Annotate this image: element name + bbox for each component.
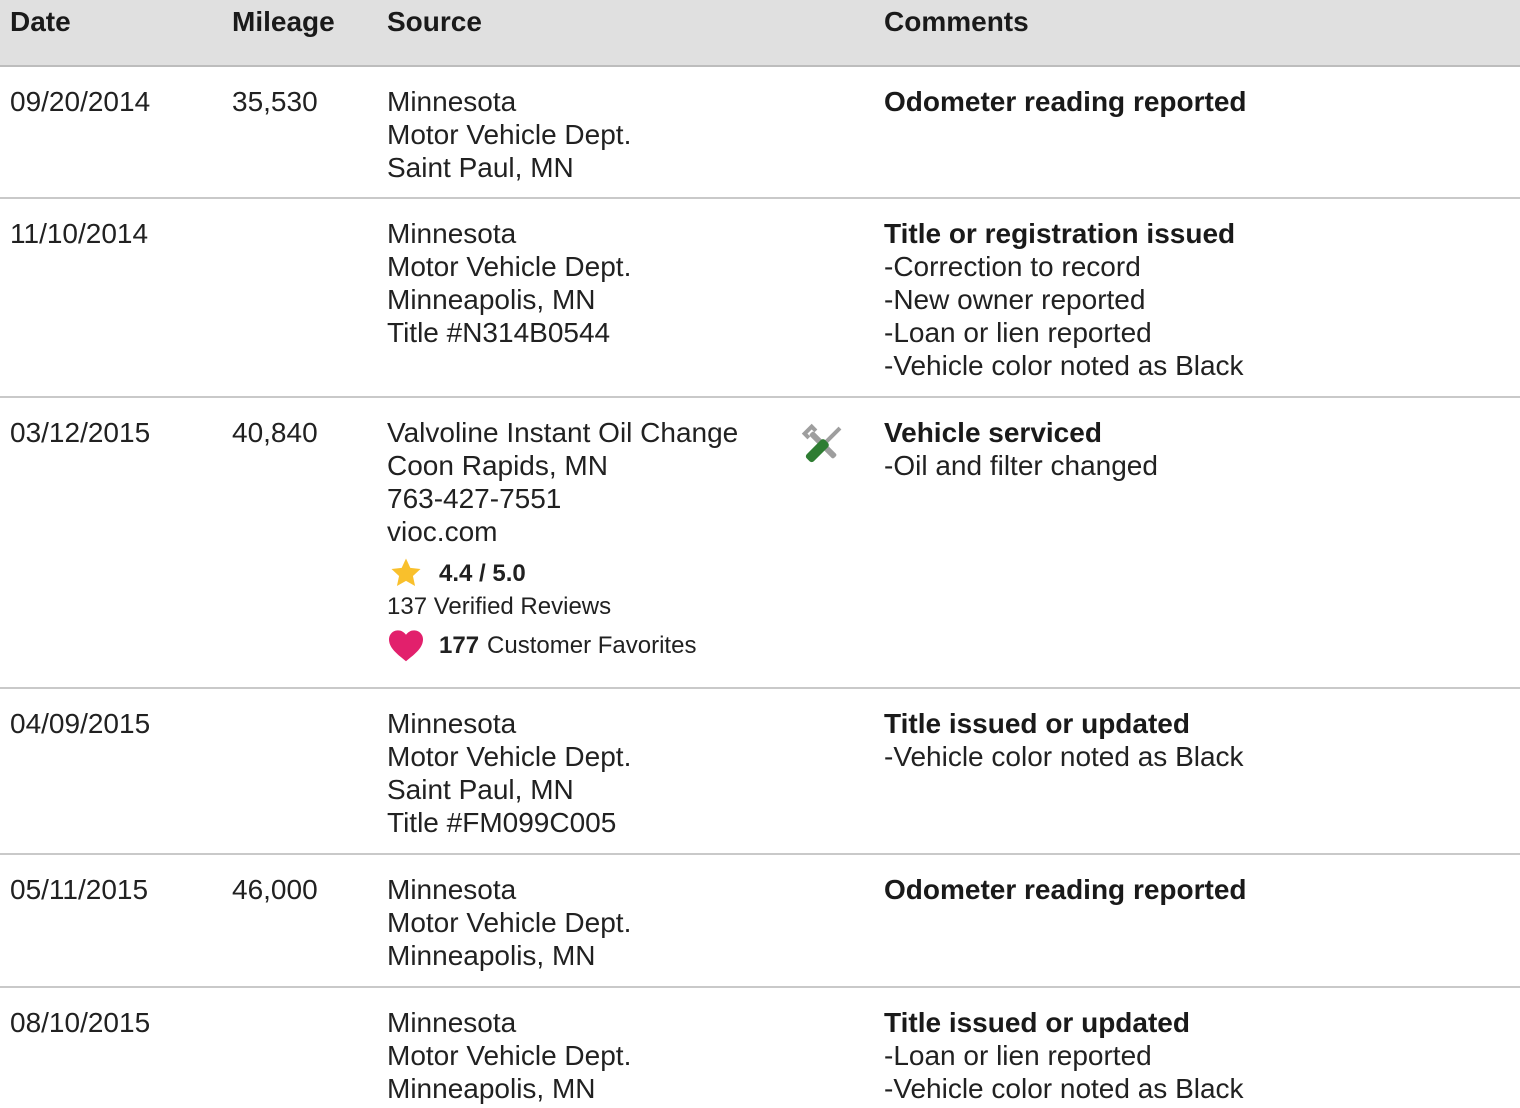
- comment-item: - Loan or lien reported: [884, 1039, 1244, 1072]
- column-header-comments: Comments: [884, 6, 1029, 37]
- comment-title: Title or registration issued: [884, 218, 1236, 249]
- comment-title: Title issued or updated: [884, 708, 1190, 739]
- source-cell: [387, 707, 631, 839]
- date-cell: 04/09/2015: [10, 708, 151, 739]
- verified-reviews-link[interactable]: 137 Verified Reviews: [387, 593, 612, 620]
- title-number: Title #FM099C005: [387, 807, 617, 838]
- source-line: Motor Vehicle Dept.: [387, 251, 632, 282]
- source-line: Motor Vehicle Dept.: [387, 907, 632, 938]
- comment-item: - Vehicle color noted as Black: [884, 349, 1244, 382]
- comments-cell: [884, 1006, 1244, 1105]
- comment-item: - New owner reported: [884, 283, 1244, 316]
- favorites-count: 177: [439, 631, 480, 659]
- table-row: [0, 398, 1520, 689]
- table-row: [0, 67, 1520, 199]
- date-cell: 08/10/2015: [10, 1007, 151, 1038]
- source-cell: [387, 85, 631, 184]
- date-cell: 11/10/2014: [10, 218, 149, 249]
- shop-name[interactable]: Valvoline Instant Oil Change: [387, 417, 739, 448]
- column-header-source: Source: [387, 6, 482, 37]
- comment-title: Odometer reading reported: [884, 86, 1247, 117]
- source-line: Minnesota: [387, 708, 517, 739]
- comments-cell: [884, 217, 1244, 382]
- customer-favorites[interactable]: [387, 628, 738, 662]
- comments-cell: [884, 707, 1244, 773]
- comment-item: - Oil and filter changed: [884, 449, 1158, 482]
- table-row: [0, 199, 1520, 398]
- heart-icon: [387, 628, 425, 662]
- source-line: Minneapolis, MN: [387, 284, 596, 315]
- source-line: Motor Vehicle Dept.: [387, 119, 632, 150]
- source-line: Saint Paul, MN: [387, 152, 574, 183]
- comment-title: Title issued or updated: [884, 1007, 1190, 1038]
- comments-cell: [884, 416, 1158, 482]
- comment-title: Vehicle serviced: [884, 417, 1102, 448]
- date-cell: 03/12/2015: [10, 417, 151, 448]
- comments-cell: [884, 85, 1247, 118]
- source-line: Minnesota: [387, 1007, 517, 1038]
- mileage-cell: 40,840: [232, 417, 318, 448]
- source-line: Motor Vehicle Dept.: [387, 1040, 632, 1071]
- source-line: Minneapolis, MN: [387, 1073, 596, 1104]
- source-line: Coon Rapids, MN: [387, 450, 608, 481]
- wrench-screwdriver-icon: [796, 418, 850, 472]
- source-line: Minnesota: [387, 874, 517, 905]
- comment-item: - Loan or lien reported: [884, 316, 1244, 349]
- source-line: Minneapolis, MN: [387, 940, 596, 971]
- star-icon: [387, 556, 425, 590]
- source-cell: [387, 217, 631, 349]
- title-number: Title #N314B0544: [387, 317, 611, 348]
- shop-phone[interactable]: 763-427-7551: [387, 483, 562, 514]
- favorites-label: Customer Favorites: [487, 631, 697, 659]
- rating-value: 4.4 / 5.0: [439, 559, 526, 587]
- source-cell: [387, 416, 738, 662]
- source-line: Saint Paul, MN: [387, 774, 574, 805]
- table-row: [0, 689, 1520, 855]
- shop-website-link[interactable]: vioc.com: [387, 516, 498, 547]
- mileage-cell: 35,530: [232, 86, 318, 117]
- table-header: [0, 0, 1520, 67]
- source-line: Motor Vehicle Dept.: [387, 741, 632, 772]
- date-cell: 05/11/2015: [10, 874, 149, 905]
- comment-item: - Vehicle color noted as Black: [884, 740, 1244, 773]
- source-line: Minnesota: [387, 218, 517, 249]
- rating[interactable]: [387, 556, 738, 590]
- comment-title: Odometer reading reported: [884, 874, 1247, 905]
- source-cell: [387, 1006, 631, 1105]
- comment-item: - Correction to record: [884, 250, 1244, 283]
- source-cell: [387, 873, 631, 972]
- comment-item: - Vehicle color noted as Black: [884, 1072, 1244, 1105]
- comments-cell: [884, 873, 1247, 906]
- source-line: Minnesota: [387, 86, 517, 117]
- date-cell: 09/20/2014: [10, 86, 151, 117]
- column-header-mileage: Mileage: [232, 6, 335, 37]
- mileage-cell: 46,000: [232, 874, 318, 905]
- table-row: [0, 855, 1520, 988]
- column-header-date: Date: [10, 6, 71, 37]
- table-row: [0, 988, 1520, 1108]
